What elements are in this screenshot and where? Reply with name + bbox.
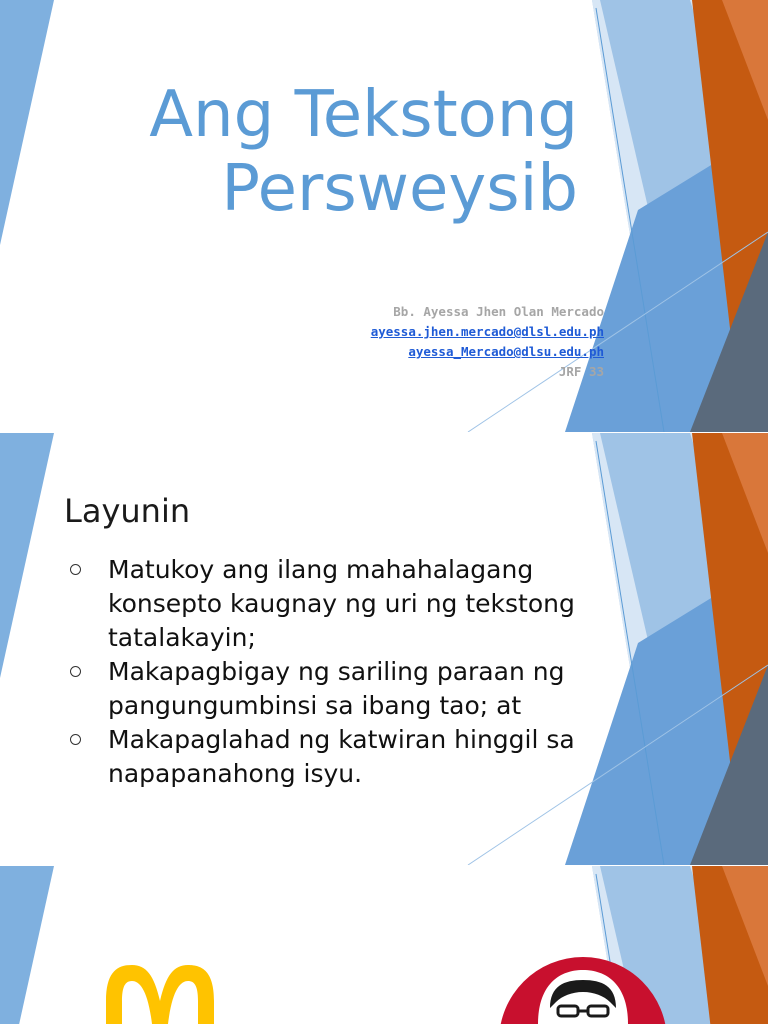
list-item: Makapaglahad ng katwiran hinggil sa napapanahong isyu. xyxy=(70,723,610,791)
title-line-2: Persweysib xyxy=(221,152,578,226)
list-item: Makapagbigay ng sariling paraan ng pangungumbinsi sa ibang tao; at xyxy=(70,655,610,723)
circle-bullet-icon xyxy=(70,666,81,677)
email-link-dlsl[interactable]: ayessa.jhen.mercado@dlsl.edu.ph xyxy=(370,324,604,339)
kfc-colonel-logo xyxy=(498,956,668,1024)
brands-slide xyxy=(0,866,768,1024)
title-line-1: Ang Tekstong xyxy=(149,78,578,152)
presenter-info xyxy=(371,302,604,382)
objectives-heading: Layunin xyxy=(64,492,191,530)
objectives-list xyxy=(70,553,610,791)
circle-bullet-icon xyxy=(70,564,81,575)
author-name: Bb. Ayessa Jhen Olan Mercado xyxy=(393,304,604,319)
list-item: Matukoy ang ilang mahahalagang konsepto kaugnay ng uri ng tekstong tatalakayin; xyxy=(70,553,610,655)
email-link-dlsu[interactable]: ayessa_Mercado@dlsu.edu.ph xyxy=(408,344,604,359)
title-slide xyxy=(0,0,768,432)
circle-bullet-icon xyxy=(70,734,81,745)
mcdonalds-arches-logo xyxy=(100,961,220,1024)
presentation-title xyxy=(149,78,578,226)
room-code: JRF 33 xyxy=(558,364,604,379)
